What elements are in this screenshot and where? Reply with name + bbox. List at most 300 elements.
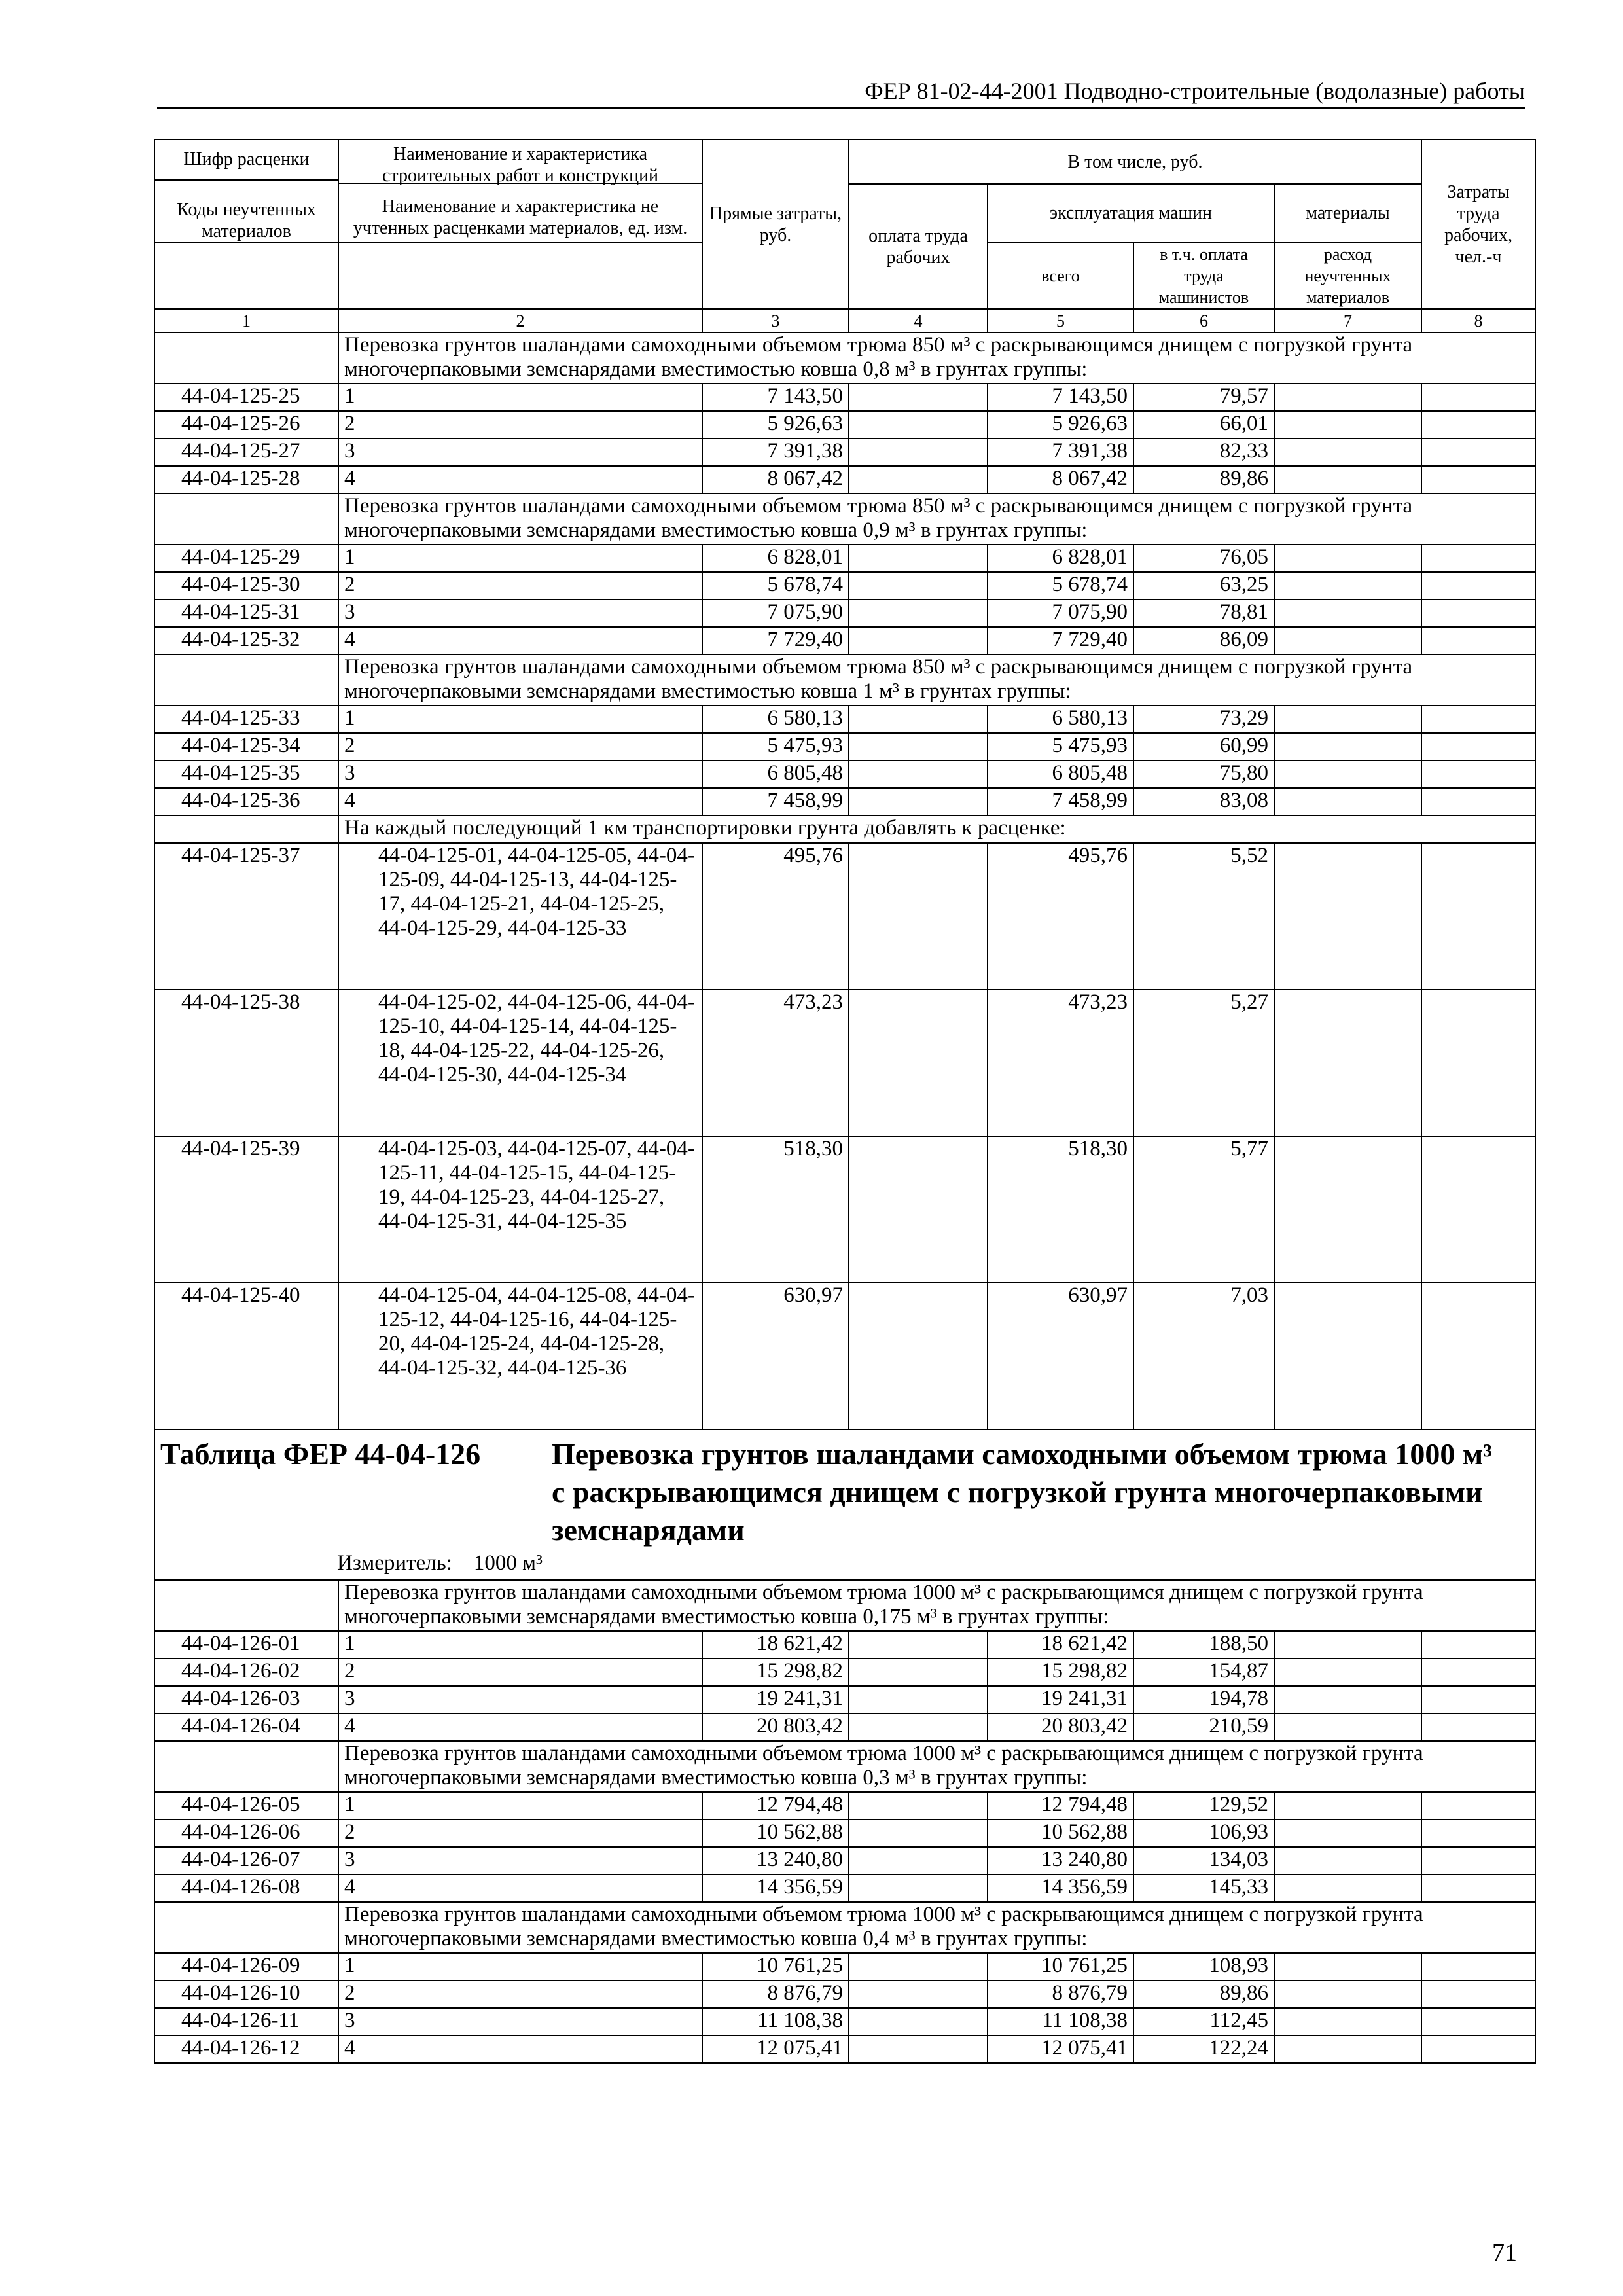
rate-name: 44-04-125-03, 44-04-125-07, 44-04-125-11, 44-04-125-15, 44-04-125-19, 44-04-125-23, 44-04-125-27, 44-04-125-31, 44-04-125-35 — [338, 1136, 702, 1283]
table-row — [154, 1981, 1535, 2008]
table-row — [154, 843, 1535, 990]
machines-total: 7 458,99 — [988, 788, 1133, 816]
rate-name: 44-04-125-02, 44-04-125-06, 44-04-125-10, 44-04-125-14, 44-04-125-18, 44-04-125-22, 44-04-125-26, 44-04-125-30, 44-04-125-34 — [338, 990, 702, 1136]
machinist-pay: 145,33 — [1133, 1874, 1274, 1902]
rate-name: 2 — [338, 1820, 702, 1847]
materials — [1274, 627, 1421, 655]
machines-total: 11 108,38 — [988, 2008, 1133, 2036]
labor-pay — [849, 788, 988, 816]
rate-code: 44-04-126-08 — [154, 1874, 338, 1902]
machinist-pay: 194,78 — [1133, 1686, 1274, 1713]
machines-total: 10 562,88 — [988, 1820, 1133, 1847]
labor-cost — [1421, 1631, 1535, 1659]
rate-code: 44-04-125-39 — [154, 1136, 338, 1283]
rate-code: 44-04-125-36 — [154, 788, 338, 816]
machines-total: 518,30 — [988, 1136, 1133, 1283]
labor-cost — [1421, 1981, 1535, 2008]
rate-code: 44-04-125-29 — [154, 545, 338, 572]
machinist-pay: 66,01 — [1133, 411, 1274, 439]
column-numbers-row — [154, 309, 1535, 332]
table-row — [154, 788, 1535, 816]
direct-cost: 14 356,59 — [702, 1874, 849, 1902]
labor-pay — [849, 600, 988, 627]
labor-pay — [849, 384, 988, 411]
section-header-row — [154, 655, 1535, 706]
rate-name: 3 — [338, 600, 702, 627]
empty-cell — [154, 1580, 338, 1631]
labor-pay — [849, 627, 988, 655]
rate-code: 44-04-126-12 — [154, 2036, 338, 2063]
table-row — [154, 1792, 1535, 1820]
rate-name: 4 — [338, 2036, 702, 2063]
labor-pay — [849, 572, 988, 600]
direct-cost: 6 805,48 — [702, 761, 849, 788]
rate-name: 1 — [338, 1792, 702, 1820]
labor-cost — [1421, 627, 1535, 655]
labor-pay — [849, 1874, 988, 1902]
machines-total: 19 241,31 — [988, 1686, 1133, 1713]
machines-total: 14 356,59 — [988, 1874, 1133, 1902]
rate-name: 3 — [338, 1847, 702, 1874]
rate-code: 44-04-125-38 — [154, 990, 338, 1136]
machines-total: 6 580,13 — [988, 706, 1133, 733]
machines-total: 12 075,41 — [988, 2036, 1133, 2063]
table-row — [154, 1847, 1535, 1874]
machinist-pay: 82,33 — [1133, 439, 1274, 466]
rate-name: 44-04-125-01, 44-04-125-05, 44-04-125-09, 44-04-125-13, 44-04-125-17, 44-04-125-21, 44-04-125-25, 44-04-125-29, 44-04-125-33 — [338, 843, 702, 990]
labor-pay — [849, 1686, 988, 1713]
machinist-pay: 78,81 — [1133, 600, 1274, 627]
rate-code: 44-04-125-40 — [154, 1283, 338, 1429]
rates-table — [154, 139, 1536, 2064]
rate-name: 3 — [338, 761, 702, 788]
table-row — [154, 2036, 1535, 2063]
labor-cost — [1421, 733, 1535, 761]
col-mach-labor-label: в т.ч. оплата труда машинистов — [1133, 243, 1274, 309]
table-row — [154, 439, 1535, 466]
rate-code: 44-04-126-03 — [154, 1686, 338, 1713]
rate-name: 1 — [338, 384, 702, 411]
empty-cell — [154, 1741, 338, 1792]
col-name2-label: Наименование и характеристика не учтенных расценками материалов, ед. изм. — [353, 196, 688, 238]
machines-total: 8 067,42 — [988, 466, 1133, 493]
materials — [1274, 788, 1421, 816]
direct-cost: 8 876,79 — [702, 1981, 849, 2008]
machinist-pay: 86,09 — [1133, 627, 1274, 655]
machines-total: 473,23 — [988, 990, 1133, 1136]
section-header-row — [154, 1580, 1535, 1631]
machinist-pay: 210,59 — [1133, 1713, 1274, 1741]
col-num: 2 — [338, 309, 702, 332]
rate-code: 44-04-125-28 — [154, 466, 338, 493]
machines-total: 630,97 — [988, 1283, 1133, 1429]
labor-cost — [1421, 384, 1535, 411]
machinist-pay: 106,93 — [1133, 1820, 1274, 1847]
table-126-title-row — [154, 1429, 1535, 1580]
labor-pay — [849, 1713, 988, 1741]
materials — [1274, 1136, 1421, 1283]
col-num: 7 — [1274, 309, 1421, 332]
labor-pay — [849, 1820, 988, 1847]
table-row — [154, 1874, 1535, 1902]
rate-code: 44-04-126-11 — [154, 2008, 338, 2036]
machines-total: 5 475,93 — [988, 733, 1133, 761]
labor-pay — [849, 843, 988, 990]
header-row-1 — [154, 139, 1535, 184]
labor-cost — [1421, 1847, 1535, 1874]
table-row — [154, 990, 1535, 1136]
rate-code: 44-04-125-30 — [154, 572, 338, 600]
table-number: Таблица ФЕР 44-04-126 — [160, 1437, 481, 1471]
rate-code: 44-04-125-33 — [154, 706, 338, 733]
empty-cell — [154, 655, 338, 706]
machinist-pay: 108,93 — [1133, 1953, 1274, 1981]
rate-name: 1 — [338, 1631, 702, 1659]
machines-total: 20 803,42 — [988, 1713, 1133, 1741]
col-num: 8 — [1421, 309, 1535, 332]
table-row — [154, 1631, 1535, 1659]
labor-pay — [849, 1792, 988, 1820]
materials — [1274, 1847, 1421, 1874]
empty-cell — [154, 1902, 338, 1953]
direct-cost: 12 075,41 — [702, 2036, 849, 2063]
col-code-label: Шифр расценки — [155, 140, 338, 181]
labor-cost — [1421, 2008, 1535, 2036]
direct-cost: 18 621,42 — [702, 1631, 849, 1659]
direct-cost: 495,76 — [702, 843, 849, 990]
col-direct-label: Прямые затраты, руб. — [702, 139, 849, 309]
machines-total: 7 729,40 — [988, 627, 1133, 655]
table-row — [154, 384, 1535, 411]
direct-cost: 7 458,99 — [702, 788, 849, 816]
machines-total: 12 794,48 — [988, 1792, 1133, 1820]
section-title: Перевозка грунтов шаландами самоходными объемом трюма 850 м³ с раскрывающимся днищем с погрузкой грунта многочерпаковыми земснарядами вместимостью ковша 1 м³ в грунтах группы: — [338, 655, 1535, 706]
col-num: 4 — [849, 309, 988, 332]
machines-total: 6 805,48 — [988, 761, 1133, 788]
section-title: Перевозка грунтов шаландами самоходными объемом трюма 1000 м³ с раскрывающимся днищем с погрузкой грунта многочерпаковыми земснарядами вместимостью ковша 0,3 м³ в грунтах группы: — [338, 1741, 1535, 1792]
machinist-pay: 79,57 — [1133, 384, 1274, 411]
materials — [1274, 990, 1421, 1136]
machines-total: 10 761,25 — [988, 1953, 1133, 1981]
machines-total: 7 075,90 — [988, 600, 1133, 627]
section-title: Перевозка грунтов шаландами самоходными объемом трюма 1000 м³ с раскрывающимся днищем с погрузкой грунта многочерпаковыми земснарядами вместимостью ковша 0,175 м³ в грунтах группы: — [338, 1580, 1535, 1631]
materials — [1274, 1686, 1421, 1713]
section-header-row — [154, 1741, 1535, 1792]
rate-name: 2 — [338, 411, 702, 439]
rate-code: 44-04-126-05 — [154, 1792, 338, 1820]
labor-pay — [849, 1981, 988, 2008]
machinist-pay: 188,50 — [1133, 1631, 1274, 1659]
labor-cost — [1421, 788, 1535, 816]
labor-pay — [849, 761, 988, 788]
labor-cost — [1421, 466, 1535, 493]
machinist-pay: 112,45 — [1133, 2008, 1274, 2036]
machinist-pay: 5,52 — [1133, 843, 1274, 990]
rate-code: 44-04-125-31 — [154, 600, 338, 627]
col-materials-label: материалы — [1274, 184, 1421, 243]
materials — [1274, 411, 1421, 439]
labor-cost — [1421, 545, 1535, 572]
col-machines-label: эксплуатация машин — [988, 184, 1274, 243]
machinist-pay: 7,03 — [1133, 1283, 1274, 1429]
col-labor-cost-label: Затраты труда рабочих, чел.-ч — [1421, 139, 1535, 309]
rate-name: 1 — [338, 706, 702, 733]
rate-name: 2 — [338, 733, 702, 761]
direct-cost: 11 108,38 — [702, 2008, 849, 2036]
rate-code: 44-04-125-34 — [154, 733, 338, 761]
materials — [1274, 384, 1421, 411]
machinist-pay: 89,86 — [1133, 466, 1274, 493]
machinist-pay: 63,25 — [1133, 572, 1274, 600]
materials — [1274, 1631, 1421, 1659]
rate-name: 1 — [338, 1953, 702, 1981]
table-row — [154, 761, 1535, 788]
labor-cost — [1421, 706, 1535, 733]
labor-cost — [1421, 1686, 1535, 1713]
labor-cost — [1421, 572, 1535, 600]
section-title: Перевозка грунтов шаландами самоходными объемом трюма 1000 м³ с раскрывающимся днищем с погрузкой грунта многочерпаковыми земснарядами вместимостью ковша 0,4 м³ в грунтах группы: — [338, 1902, 1535, 1953]
direct-cost: 5 678,74 — [702, 572, 849, 600]
labor-pay — [849, 1953, 988, 1981]
measure-value: 1000 м³ — [473, 1551, 543, 1575]
machines-total: 7 391,38 — [988, 439, 1133, 466]
direct-cost: 5 926,63 — [702, 411, 849, 439]
machinist-pay: 154,87 — [1133, 1659, 1274, 1686]
labor-cost — [1421, 1792, 1535, 1820]
materials — [1274, 466, 1421, 493]
materials — [1274, 439, 1421, 466]
table-row — [154, 1136, 1535, 1283]
rate-code: 44-04-125-37 — [154, 843, 338, 990]
materials — [1274, 761, 1421, 788]
materials — [1274, 1981, 1421, 2008]
labor-pay — [849, 990, 988, 1136]
labor-cost — [1421, 600, 1535, 627]
direct-cost: 7 075,90 — [702, 600, 849, 627]
table-row — [154, 706, 1535, 733]
direct-cost: 7 391,38 — [702, 439, 849, 466]
direct-cost: 12 794,48 — [702, 1792, 849, 1820]
labor-cost — [1421, 1659, 1535, 1686]
labor-cost — [1421, 1953, 1535, 1981]
table-row — [154, 1283, 1535, 1429]
header-rule — [157, 107, 1525, 109]
rate-code: 44-04-126-07 — [154, 1847, 338, 1874]
direct-cost: 518,30 — [702, 1136, 849, 1283]
labor-pay — [849, 1659, 988, 1686]
labor-cost — [1421, 990, 1535, 1136]
materials — [1274, 733, 1421, 761]
machinist-pay: 83,08 — [1133, 788, 1274, 816]
table-row — [154, 1953, 1535, 1981]
labor-pay — [849, 2008, 988, 2036]
direct-cost: 20 803,42 — [702, 1713, 849, 1741]
machinist-pay: 75,80 — [1133, 761, 1274, 788]
labor-cost — [1421, 1136, 1535, 1283]
materials — [1274, 1713, 1421, 1741]
materials — [1274, 600, 1421, 627]
direct-cost: 15 298,82 — [702, 1659, 849, 1686]
section-header-row — [154, 493, 1535, 545]
materials — [1274, 1283, 1421, 1429]
direct-cost: 13 240,80 — [702, 1847, 849, 1874]
labor-pay — [849, 1847, 988, 1874]
table-row — [154, 600, 1535, 627]
labor-cost — [1421, 761, 1535, 788]
rate-code: 44-04-126-09 — [154, 1953, 338, 1981]
rate-name: 4 — [338, 1713, 702, 1741]
rate-name: 1 — [338, 545, 702, 572]
labor-cost — [1421, 1820, 1535, 1847]
rate-name: 2 — [338, 1659, 702, 1686]
col-materials-sub-label: расход неучтенных материалов — [1274, 243, 1421, 309]
materials — [1274, 1792, 1421, 1820]
direct-cost: 10 761,25 — [702, 1953, 849, 1981]
col-incl-label: В том числе, руб. — [849, 139, 1421, 184]
rate-code: 44-04-125-35 — [154, 761, 338, 788]
page-number: 71 — [1492, 2239, 1517, 2267]
materials — [1274, 1659, 1421, 1686]
machines-total: 13 240,80 — [988, 1847, 1133, 1874]
rate-code: 44-04-126-04 — [154, 1713, 338, 1741]
machines-total: 8 876,79 — [988, 1981, 1133, 2008]
materials — [1274, 843, 1421, 990]
rate-code: 44-04-125-27 — [154, 439, 338, 466]
machines-total: 15 298,82 — [988, 1659, 1133, 1686]
materials — [1274, 706, 1421, 733]
rate-name: 2 — [338, 1981, 702, 2008]
labor-cost — [1421, 439, 1535, 466]
materials — [1274, 1953, 1421, 1981]
labor-cost — [1421, 411, 1535, 439]
empty-cell — [154, 816, 338, 843]
direct-cost: 10 562,88 — [702, 1820, 849, 1847]
table-row — [154, 2008, 1535, 2036]
machinist-pay: 5,77 — [1133, 1136, 1274, 1283]
col-num: 6 — [1133, 309, 1274, 332]
table-row — [154, 1686, 1535, 1713]
machines-total: 7 143,50 — [988, 384, 1133, 411]
rate-name: 4 — [338, 788, 702, 816]
table-row — [154, 466, 1535, 493]
rate-name: 4 — [338, 627, 702, 655]
rate-name: 2 — [338, 572, 702, 600]
table-row — [154, 1659, 1535, 1686]
direct-cost: 6 580,13 — [702, 706, 849, 733]
labor-cost — [1421, 1874, 1535, 1902]
machines-total: 5 926,63 — [988, 411, 1133, 439]
rate-name: 3 — [338, 1686, 702, 1713]
machinist-pay: 89,86 — [1133, 1981, 1274, 2008]
table-row — [154, 411, 1535, 439]
empty-cell — [154, 332, 338, 384]
labor-pay — [849, 439, 988, 466]
rate-code: 44-04-125-32 — [154, 627, 338, 655]
rate-code: 44-04-126-02 — [154, 1659, 338, 1686]
rate-code: 44-04-126-06 — [154, 1820, 338, 1847]
per-km-title: На каждый последующий 1 км транспортировки грунта добавлять к расценке: — [338, 816, 1535, 843]
labor-cost — [1421, 1283, 1535, 1429]
labor-pay — [849, 1136, 988, 1283]
materials — [1274, 545, 1421, 572]
section-header-row — [154, 1902, 1535, 1953]
section-header-row — [154, 332, 1535, 384]
rate-code: 44-04-125-26 — [154, 411, 338, 439]
labor-pay — [849, 2036, 988, 2063]
machinist-pay: 122,24 — [1133, 2036, 1274, 2063]
col-name-label: Наименование и характеристика строительных работ и конструкций — [339, 143, 702, 184]
direct-cost: 473,23 — [702, 990, 849, 1136]
rate-code: 44-04-125-25 — [154, 384, 338, 411]
rate-name: 4 — [338, 466, 702, 493]
labor-cost — [1421, 2036, 1535, 2063]
labor-pay — [849, 706, 988, 733]
machinist-pay: 5,27 — [1133, 990, 1274, 1136]
machines-total: 5 678,74 — [988, 572, 1133, 600]
col-code2-label: Коды неучтенных материалов — [177, 200, 316, 242]
labor-pay — [849, 1283, 988, 1429]
col-num: 5 — [988, 309, 1133, 332]
machinist-pay: 76,05 — [1133, 545, 1274, 572]
direct-cost: 7 729,40 — [702, 627, 849, 655]
table-row — [154, 733, 1535, 761]
table-row — [154, 1713, 1535, 1741]
machines-total: 18 621,42 — [988, 1631, 1133, 1659]
direct-cost: 7 143,50 — [702, 384, 849, 411]
machinist-pay: 73,29 — [1133, 706, 1274, 733]
labor-pay — [849, 733, 988, 761]
col-labor-pay-label: оплата труда рабочих — [849, 184, 988, 309]
section-title: Перевозка грунтов шаландами самоходными объемом трюма 850 м³ с раскрывающимся днищем с погрузкой грунта многочерпаковыми земснарядами вместимостью ковша 0,8 м³ в грунтах группы: — [338, 332, 1535, 384]
table-row — [154, 572, 1535, 600]
materials — [1274, 1874, 1421, 1902]
rate-name: 4 — [338, 1874, 702, 1902]
col-num: 1 — [154, 309, 338, 332]
materials — [1274, 1820, 1421, 1847]
machinist-pay: 60,99 — [1133, 733, 1274, 761]
materials — [1274, 2008, 1421, 2036]
table-126-heading — [154, 1429, 1535, 1580]
empty-cell — [154, 493, 338, 545]
materials — [1274, 2036, 1421, 2063]
table-row — [154, 545, 1535, 572]
measure-label: Измеритель: — [337, 1551, 452, 1575]
measure — [160, 1549, 1529, 1577]
rate-code: 44-04-126-01 — [154, 1631, 338, 1659]
labor-cost — [1421, 1713, 1535, 1741]
labor-pay — [849, 466, 988, 493]
rate-name: 3 — [338, 439, 702, 466]
machinist-pay: 134,03 — [1133, 1847, 1274, 1874]
labor-pay — [849, 1631, 988, 1659]
machines-total: 6 828,01 — [988, 545, 1133, 572]
section-title: Перевозка грунтов шаландами самоходными объемом трюма 850 м³ с раскрывающимся днищем с погрузкой грунта многочерпаковыми земснарядами вместимостью ковша 0,9 м³ в грунтах группы: — [338, 493, 1535, 545]
machinist-pay: 129,52 — [1133, 1792, 1274, 1820]
direct-cost: 6 828,01 — [702, 545, 849, 572]
direct-cost: 8 067,42 — [702, 466, 849, 493]
direct-cost: 630,97 — [702, 1283, 849, 1429]
running-header: ФЕР 81-02-44-2001 Подводно-строительные (водолазные) работы — [865, 78, 1525, 104]
labor-cost — [1421, 843, 1535, 990]
rate-code: 44-04-126-10 — [154, 1981, 338, 2008]
rate-name: 3 — [338, 2008, 702, 2036]
direct-cost: 5 475,93 — [702, 733, 849, 761]
col-num: 3 — [702, 309, 849, 332]
table-title: Перевозка грунтов шаландами самоходными объемом трюма 1000 м³ с раскрывающимся днищем с погрузкой грунта многочерпаковыми земснарядами — [552, 1437, 1492, 1547]
machines-total: 495,76 — [988, 843, 1133, 990]
labor-pay — [849, 411, 988, 439]
rate-name: 44-04-125-04, 44-04-125-08, 44-04-125-12, 44-04-125-16, 44-04-125-20, 44-04-125-24, 44-04-125-28, 44-04-125-32, 44-04-125-36 — [338, 1283, 702, 1429]
